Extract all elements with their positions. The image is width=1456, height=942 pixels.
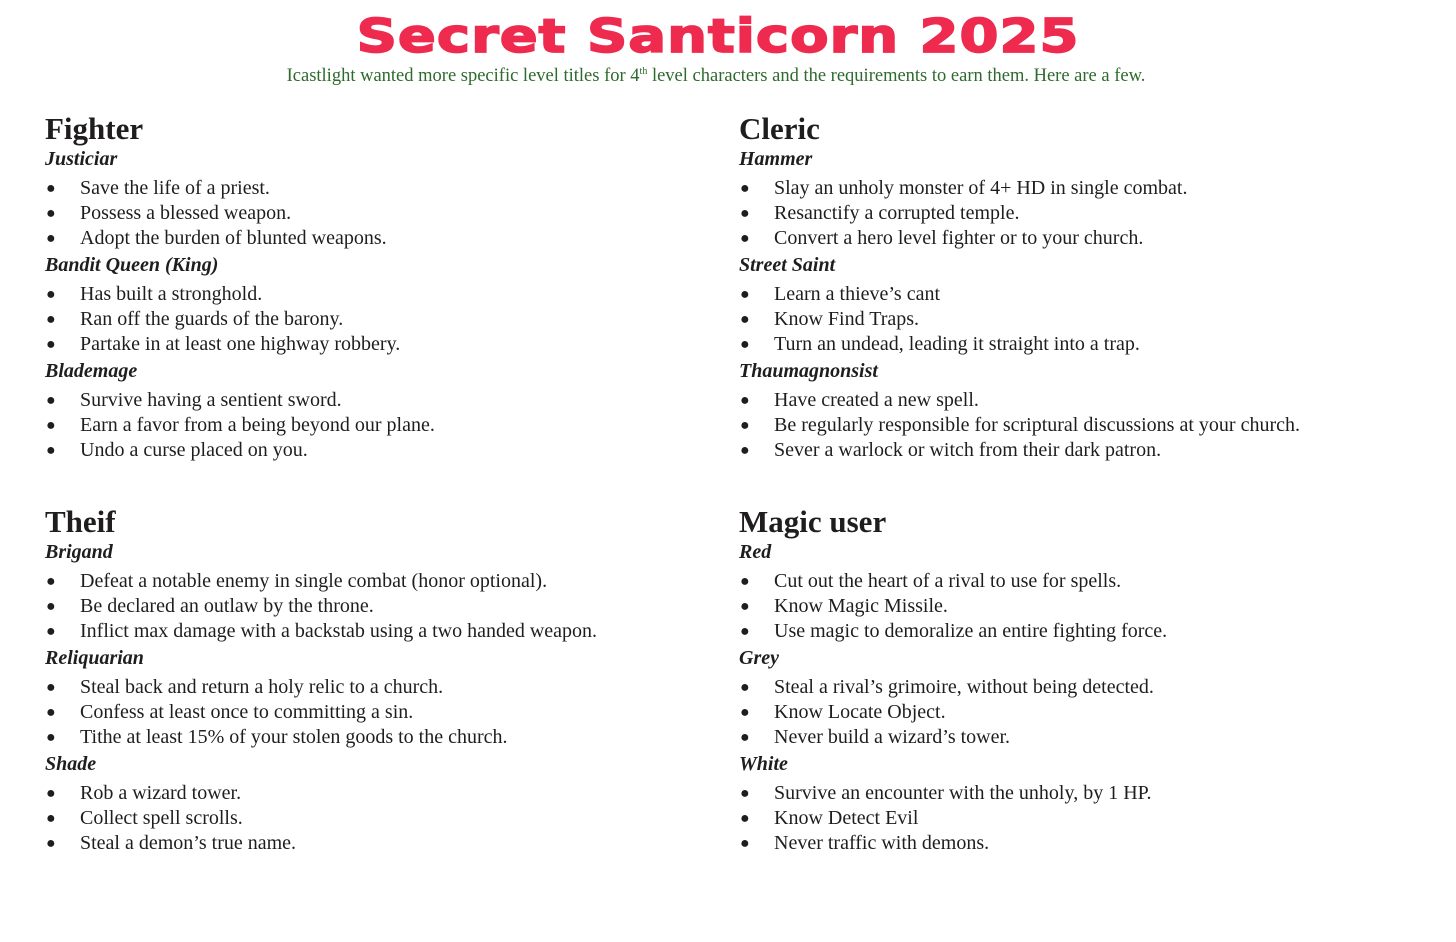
- requirement-item: [45, 226, 735, 251]
- class-heading: Magic user: [739, 504, 887, 539]
- requirement-list: [45, 781, 735, 856]
- requirement-item: [739, 388, 1429, 413]
- requirement-text: Have created a new spell.: [774, 389, 979, 411]
- bullet-icon: ●: [740, 679, 750, 696]
- requirement-list: [45, 176, 735, 251]
- bullet-icon: ●: [740, 810, 750, 827]
- requirement-text: Partake in at least one highway robbery.: [80, 333, 401, 355]
- requirement-list: [45, 569, 735, 644]
- requirement-text: Be declared an outlaw by the throne.: [80, 595, 374, 617]
- requirement-item: [45, 781, 735, 806]
- requirement-text: Survive an encounter with the unholy, by 1 HP.: [774, 782, 1152, 804]
- level-title-group: [45, 752, 735, 856]
- requirement-list: [739, 388, 1429, 463]
- requirement-item: [739, 201, 1429, 226]
- requirement-text: Adopt the burden of blunted weapons.: [80, 227, 387, 249]
- requirement-text: Collect spell scrolls.: [80, 807, 243, 829]
- requirement-item: [739, 700, 1429, 725]
- bullet-icon: ●: [740, 286, 750, 303]
- level-title-group: [45, 646, 735, 750]
- requirement-text: Cut out the heart of a rival to use for spells.: [774, 570, 1122, 592]
- requirement-list: [45, 388, 735, 463]
- requirement-text: Learn a thieve’s cant: [774, 283, 941, 305]
- requirement-text: Know Locate Object.: [774, 701, 946, 723]
- bullet-icon: ●: [46, 336, 56, 353]
- requirement-item: [739, 569, 1429, 594]
- section-cleric: [739, 111, 1429, 465]
- bullet-icon: ●: [46, 835, 56, 852]
- bullet-icon: ●: [46, 230, 56, 247]
- level-title: Thaumagnonsist: [739, 360, 878, 382]
- bullet-icon: ●: [46, 810, 56, 827]
- level-title-group: [739, 147, 1429, 251]
- requirement-item: [45, 619, 735, 644]
- requirement-text: Defeat a notable enemy in single combat (honor optional).: [80, 570, 548, 592]
- requirement-item: [45, 282, 735, 307]
- level-title: Brigand: [45, 541, 113, 563]
- level-title-group: [739, 752, 1429, 856]
- requirement-text: Has built a stronghold.: [80, 283, 263, 305]
- section-magic-user: [739, 504, 1429, 858]
- bullet-icon: ●: [46, 205, 56, 222]
- requirement-text: Tithe at least 15% of your stolen goods to the church.: [80, 726, 508, 748]
- level-title: Shade: [45, 753, 97, 775]
- level-title: White: [739, 753, 788, 775]
- requirement-item: [45, 413, 735, 438]
- requirement-text: Use magic to demoralize an entire fighting force.: [774, 620, 1168, 642]
- requirement-text: Resanctify a corrupted temple.: [774, 202, 1020, 224]
- bullet-icon: ●: [740, 573, 750, 590]
- requirement-text: Steal a rival’s grimoire, without being detected.: [774, 676, 1154, 698]
- requirement-text: Survive having a sentient sword.: [80, 389, 342, 411]
- section-theif: [45, 504, 735, 858]
- requirement-item: [45, 700, 735, 725]
- requirement-text: Ran off the guards of the barony.: [80, 308, 344, 330]
- class-heading: Theif: [45, 504, 116, 539]
- bullet-icon: ●: [740, 336, 750, 353]
- class-heading: Fighter: [45, 111, 144, 146]
- bullet-icon: ●: [46, 729, 56, 746]
- requirement-item: [45, 201, 735, 226]
- bullet-icon: ●: [46, 573, 56, 590]
- level-title: Grey: [739, 647, 779, 669]
- subtitle-text: Icastlight wanted more specific level titles for 4: [286, 66, 640, 86]
- level-title-group: [739, 646, 1429, 750]
- level-title: Bandit Queen (King): [45, 254, 219, 276]
- bullet-icon: ●: [46, 311, 56, 328]
- requirement-text: Never traffic with demons.: [774, 832, 990, 854]
- requirement-list: [739, 176, 1429, 251]
- requirement-item: [45, 675, 735, 700]
- bullet-icon: ●: [740, 442, 750, 459]
- bullet-icon: ●: [46, 417, 56, 434]
- requirement-item: [45, 725, 735, 750]
- level-title: Street Saint: [739, 254, 836, 276]
- bullet-icon: ●: [46, 785, 56, 802]
- level-title-group: [45, 540, 735, 644]
- requirement-text: Confess at least once to committing a sin.: [80, 701, 414, 723]
- bullet-icon: ●: [46, 704, 56, 721]
- requirement-item: [739, 725, 1429, 750]
- requirement-item: [45, 388, 735, 413]
- requirement-item: [45, 806, 735, 831]
- bullet-icon: ●: [740, 785, 750, 802]
- level-title: Blademage: [45, 360, 138, 382]
- requirement-item: [45, 307, 735, 332]
- bullet-icon: ●: [740, 311, 750, 328]
- level-title-group: [45, 359, 735, 463]
- requirement-item: [45, 831, 735, 856]
- bullet-icon: ●: [740, 835, 750, 852]
- requirement-item: [45, 176, 735, 201]
- requirement-item: [739, 831, 1429, 856]
- requirement-item: [739, 226, 1429, 251]
- requirement-text: Turn an undead, leading it straight into a trap.: [774, 333, 1140, 355]
- level-title: Justiciar: [45, 148, 118, 170]
- subtitle-superscript: th: [639, 65, 648, 77]
- requirement-list: [45, 282, 735, 357]
- bullet-icon: ●: [46, 180, 56, 197]
- level-title-group: [45, 253, 735, 357]
- bullet-icon: ●: [740, 704, 750, 721]
- requirement-item: [739, 332, 1429, 357]
- requirement-text: Earn a favor from a being beyond our plane.: [80, 414, 435, 436]
- class-heading: Cleric: [739, 111, 820, 146]
- bullet-icon: ●: [740, 392, 750, 409]
- level-title-group: [739, 253, 1429, 357]
- bullet-icon: ●: [740, 729, 750, 746]
- requirement-item: [739, 282, 1429, 307]
- section-fighter: [45, 111, 735, 465]
- bullet-icon: ●: [740, 598, 750, 615]
- requirement-item: [739, 619, 1429, 644]
- level-title-group: [739, 359, 1429, 463]
- bullet-icon: ●: [46, 392, 56, 409]
- requirement-text: Sever a warlock or witch from their dark patron.: [774, 439, 1162, 461]
- level-title: Red: [739, 541, 772, 563]
- level-title: Hammer: [739, 148, 813, 170]
- requirement-item: [739, 176, 1429, 201]
- requirement-text: Inflict max damage with a backstab using a two handed weapon.: [80, 620, 598, 642]
- subtitle-text-continued: level characters and the requirements to earn them. Here are a few.: [647, 66, 1146, 86]
- requirement-item: [45, 594, 735, 619]
- level-title: Reliquarian: [45, 647, 144, 669]
- requirement-text: Convert a hero level fighter or to your church.: [774, 227, 1144, 249]
- requirement-item: [739, 594, 1429, 619]
- page-subtitle: [0, 65, 1432, 87]
- requirement-text: Possess a blessed weapon.: [80, 202, 292, 224]
- requirement-text: Save the life of a priest.: [80, 177, 270, 199]
- requirement-list: [739, 781, 1429, 856]
- requirement-item: [45, 332, 735, 357]
- requirement-text: Rob a wizard tower.: [80, 782, 242, 804]
- requirement-text: Know Detect Evil: [774, 807, 919, 829]
- requirement-list: [739, 675, 1429, 750]
- requirement-text: Be regularly responsible for scriptural discussions at your church.: [774, 414, 1300, 436]
- requirement-item: [45, 438, 735, 463]
- requirement-item: [739, 413, 1429, 438]
- level-title-group: [739, 540, 1429, 644]
- requirement-item: [739, 438, 1429, 463]
- requirement-item: [739, 675, 1429, 700]
- requirement-text: Know Magic Missile.: [774, 595, 948, 617]
- bullet-icon: ●: [46, 286, 56, 303]
- level-title-group: [45, 147, 735, 251]
- bullet-icon: ●: [46, 598, 56, 615]
- requirement-text: Steal a demon’s true name.: [80, 832, 297, 854]
- requirement-list: [45, 675, 735, 750]
- requirement-list: [739, 569, 1429, 644]
- requirement-text: Never build a wizard’s tower.: [774, 726, 1011, 748]
- page-title: Secret Santicorn 2025: [356, 9, 1080, 64]
- bullet-icon: ●: [740, 230, 750, 247]
- requirement-item: [45, 569, 735, 594]
- bullet-icon: ●: [740, 623, 750, 640]
- requirement-item: [739, 806, 1429, 831]
- bullet-icon: ●: [46, 442, 56, 459]
- bullet-icon: ●: [46, 679, 56, 696]
- requirement-text: Undo a curse placed on you.: [80, 439, 308, 461]
- requirement-text: Slay an unholy monster of 4+ HD in single combat.: [774, 177, 1188, 199]
- bullet-icon: ●: [740, 180, 750, 197]
- requirement-text: Know Find Traps.: [774, 308, 920, 330]
- requirement-item: [739, 781, 1429, 806]
- bullet-icon: ●: [740, 417, 750, 434]
- bullet-icon: ●: [740, 205, 750, 222]
- requirement-text: Steal back and return a holy relic to a church.: [80, 676, 444, 698]
- requirement-list: [739, 282, 1429, 357]
- bullet-icon: ●: [46, 623, 56, 640]
- requirement-item: [739, 307, 1429, 332]
